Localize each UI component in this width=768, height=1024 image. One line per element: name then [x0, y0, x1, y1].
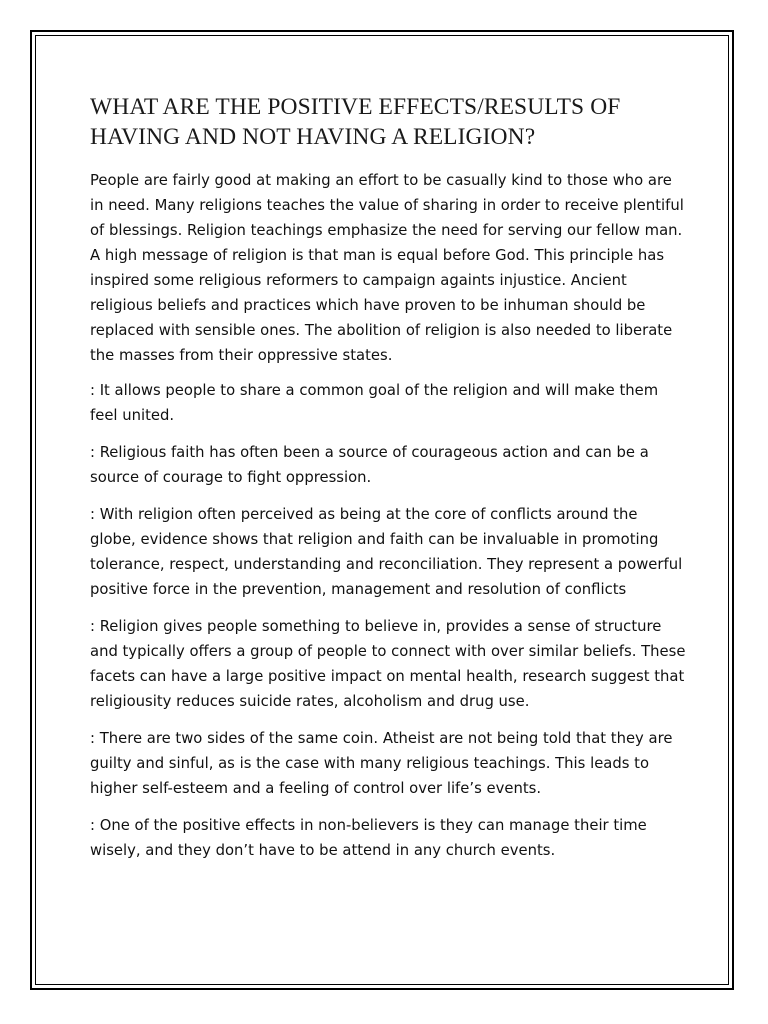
document-body — [90, 92, 686, 875]
point-paragraph: : Religious faith has often been a source of courageous action and can be a source of courage to fight oppression. — [90, 444, 649, 486]
point-paragraph: : There are two sides of the same coin. Atheist are not being told that they are guilty and sinful, as is the case with many religious teachings. This leads to higher self-esteem and a feeling of control over life’s events. — [90, 730, 673, 797]
intro-paragraph: People are fairly good at making an effort to be casually kind to those who are in need. Many religions teaches the value of sharing in order to receive plentiful of blessings. Religion teachings emphasize the need for serving our fellow man. A high message of religion is that man is equal before God. This principle has inspired some religious reformers to campaign againts injustice. Ancient religious beliefs and practices which have proven to be inhuman should be replaced with sensible ones. The abolition of religion is also needed to liberate the masses from their oppressive states. — [90, 172, 684, 364]
point-paragraph: : Religion gives people something to believe in, provides a sense of structure and typically offers a group of people to connect with over similar beliefs. These facets can have a large positive impact on mental health, research suggest that religiousity reduces suicide rates, alcoholism and drug use. — [90, 618, 686, 710]
point-paragraph: : One of the positive effects in non-believers is they can manage their time wisely, and they don’t have to be attend in any church events. — [90, 817, 647, 859]
point-paragraph: : It allows people to share a common goal of the religion and will make them feel united. — [90, 382, 659, 424]
document-title: WHAT ARE THE POSITIVE EFFECTS/RESULTS OF HAVING AND NOT HAVING A RELIGION? — [90, 94, 621, 150]
point-paragraph: : With religion often perceived as being at the core of conflicts around the globe, evidence shows that religion and faith can be invaluable in promoting tolerance, respect, understanding and reconciliation. They represent a powerful positive force in the prevention, management and resolution of conflicts — [90, 506, 683, 598]
